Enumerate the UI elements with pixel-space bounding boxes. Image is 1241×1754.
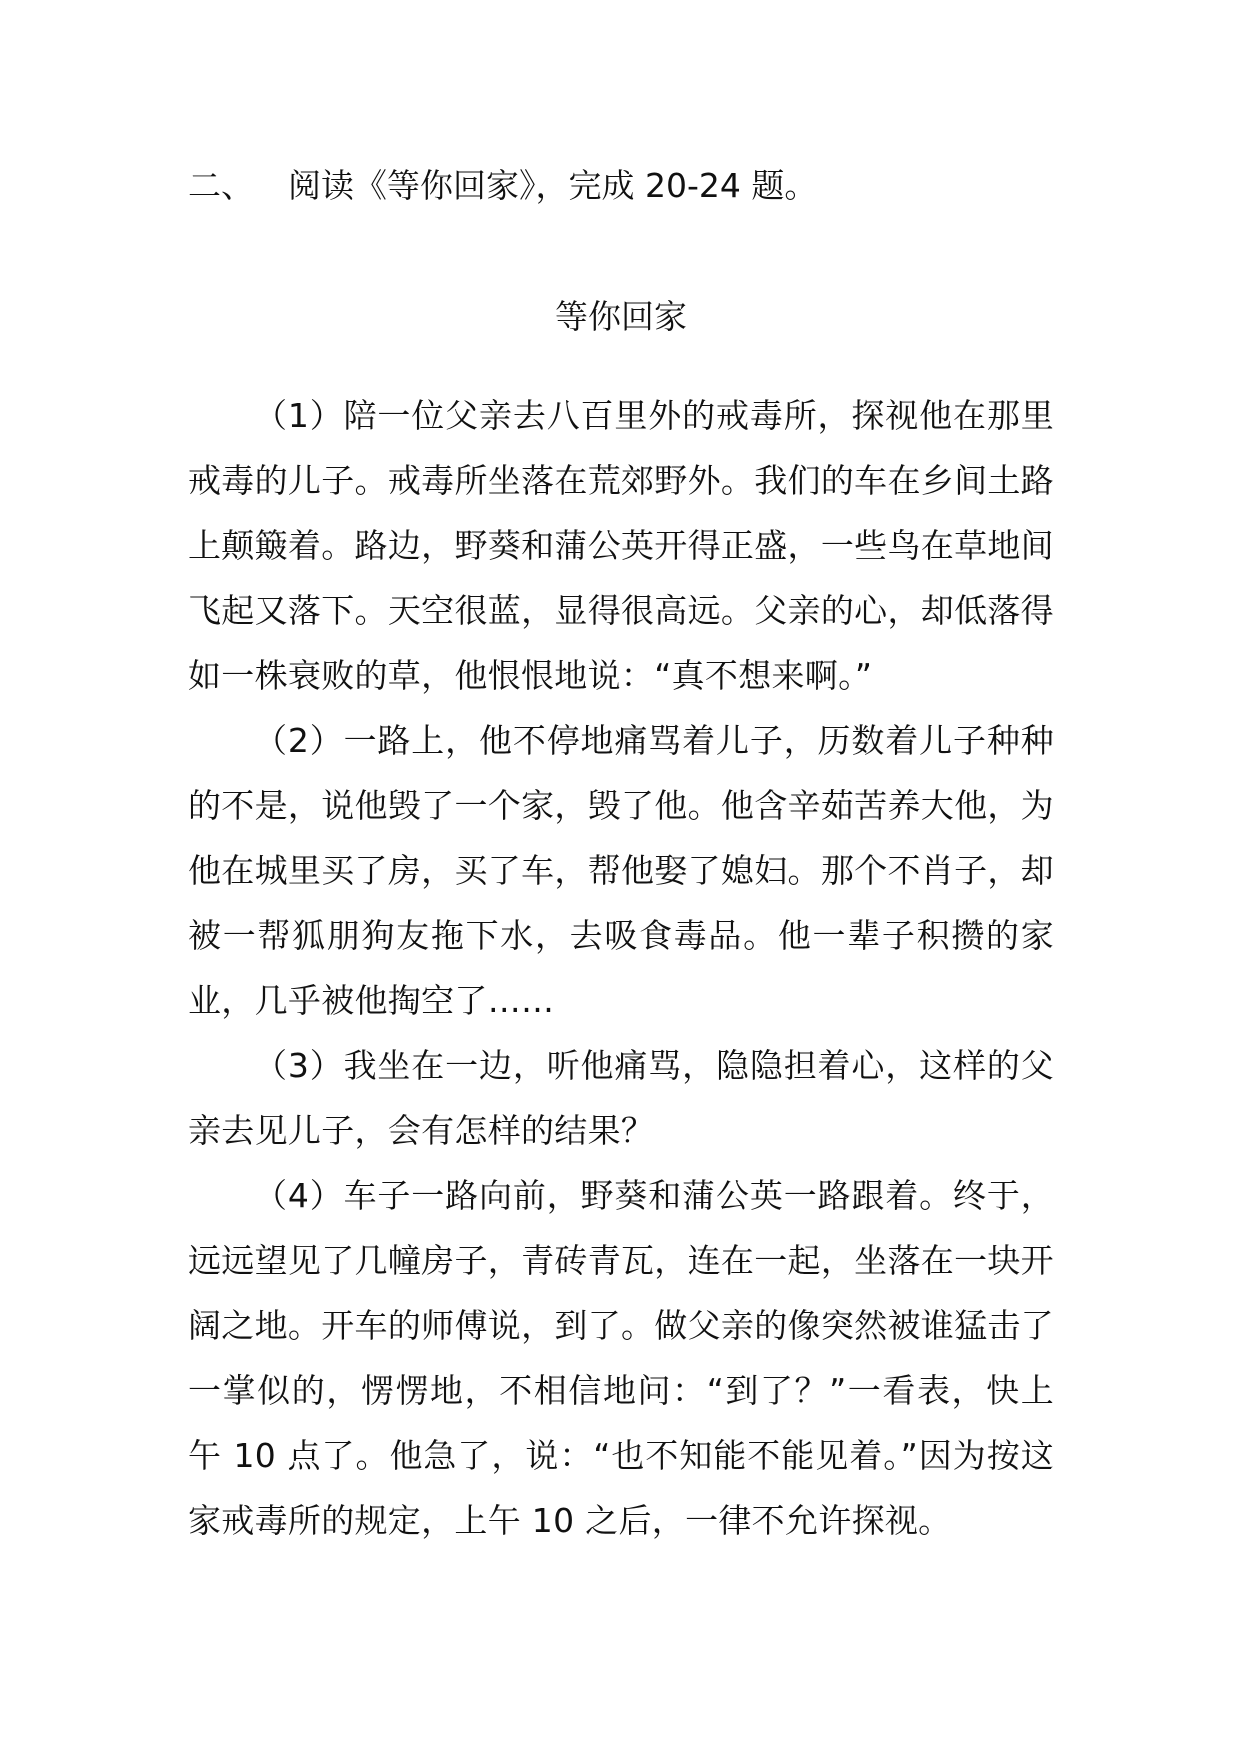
paragraph-4: （4）车子一路向前，野葵和蒲公英一路跟着。终于，远远望见了几幢房子，青砖青瓦，连在一起，坐落在一块开阔之地。开车的师傅说，到了。做父亲的像突然被谁猛击了一掌似的，愣愣地，不相信地问：“到了？”一看表，快上午 10 点了。他急了，说：“也不知能不能见着。”因为按这家戒毒所的规定，上午 10 之后，一律不允许探视。 — [188, 1176, 1054, 1540]
paragraph-1: （1）陪一位父亲去八百里外的戒毒所，探视他在那里戒毒的儿子。戒毒所坐落在荒郊野外。我们的车在乡间土路上颠簸着。路边，野葵和蒲公英开得正盛，一些鸟在草地间飞起又落下。天空很蓝，显得很高远。父亲的心，却低落得如一株衰败的草，他恨恨地说：“真不想来啊。” — [188, 396, 1054, 695]
article-title: 等你回家 — [555, 297, 687, 336]
section-number: 二、 — [188, 166, 254, 205]
section-instruction: 阅读《等你回家》，完成 20-24 题。 — [288, 166, 818, 205]
paragraph-2: （2）一路上，他不停地痛骂着儿子，历数着儿子种种的不是，说他毁了一个家，毁了他。他含辛茹苦养大他，为他在城里买了房，买了车，帮他娶了媳妇。那个不肖子，却被一帮狐朋狗友拖下水，去吸食毒品。他一辈子积攒的家业，几乎被他掏空了…… — [188, 721, 1054, 1020]
section-heading — [188, 158, 817, 214]
article-body — [188, 383, 1054, 1553]
paragraph-3: （3）我坐在一边，听他痛骂，隐隐担着心，这样的父亲去见儿子，会有怎样的结果？ — [188, 1046, 1054, 1150]
